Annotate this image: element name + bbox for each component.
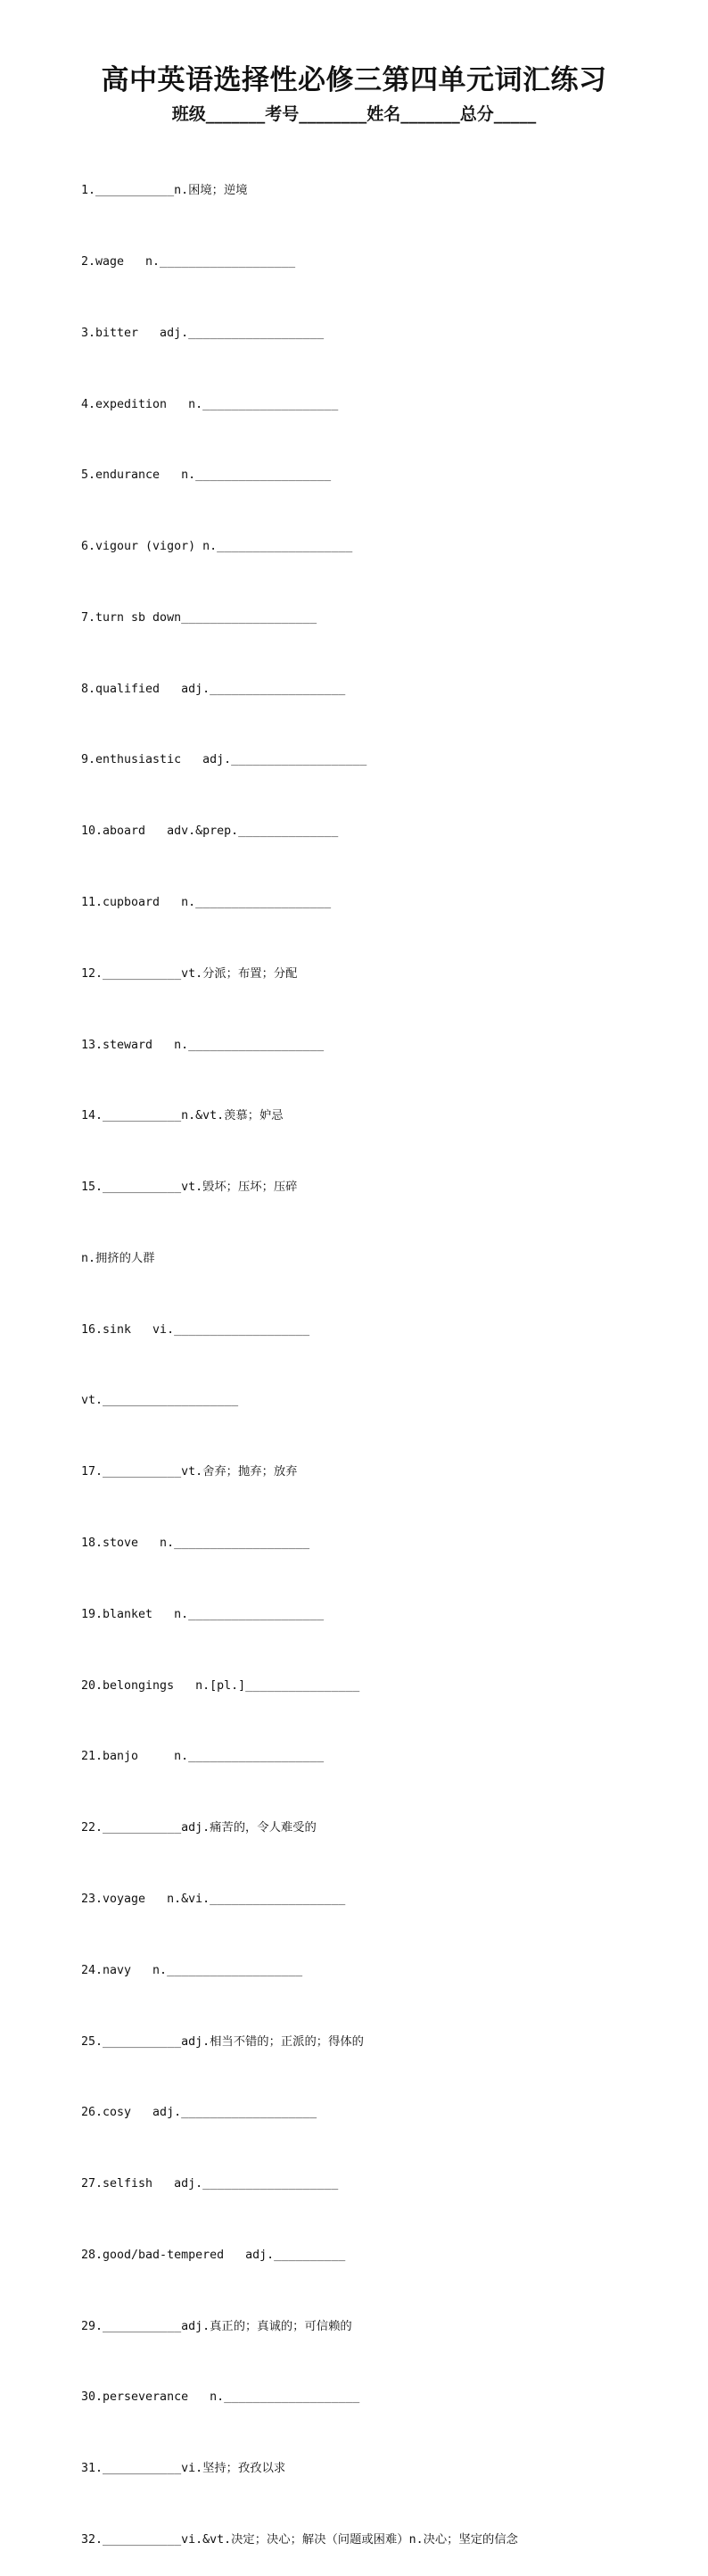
exercise-line: 23.voyage n.&vi.___________________ xyxy=(81,1892,346,1906)
vocabulary-list xyxy=(81,132,705,2576)
exercise-line: 3.bitter adj.___________________ xyxy=(81,326,325,340)
exercise-line: n.拥挤的人群 xyxy=(81,1251,155,1265)
exercise-line: 25.___________adj.相当不错的；正派的；得体的 xyxy=(81,2034,364,2049)
exercise-line: 20.belongings n.[pl.]________________ xyxy=(81,1678,360,1693)
page-title: 高中英语选择性必修三第四单元词汇练习 xyxy=(101,64,607,96)
exercise-line: 26.cosy adj.___________________ xyxy=(81,2106,317,2120)
exercise-line: 2.wage n.___________________ xyxy=(81,254,296,269)
exercise-line: 18.stove n.___________________ xyxy=(81,1536,310,1551)
exercise-line: 9.enthusiastic adj.___________________ xyxy=(81,753,367,767)
exercise-line: 17.___________vt.舍弃；抛弃；放弃 xyxy=(81,1465,298,1479)
exercise-line: 12.___________vt.分派；布置；分配 xyxy=(81,966,298,981)
exercise-line: 1.___________n.困境；逆境 xyxy=(81,184,248,198)
exercise-line: 7.turn sb down___________________ xyxy=(81,610,317,625)
exercise-line: 11.cupboard n.___________________ xyxy=(81,896,332,909)
exercise-line: 29.___________adj.真正的；真诚的；可信赖的 xyxy=(81,2319,352,2333)
exercise-line: 14.___________n.&vt.羡慕；妒忌 xyxy=(81,1109,284,1123)
exercise-line: 32.___________vi.&vt.决定；决心；解决（问题或困难）n.决心；坚定的信念 xyxy=(81,2532,518,2547)
exercise-line: 5.endurance n.___________________ xyxy=(81,468,332,483)
exercise-line: 13.steward n.___________________ xyxy=(81,1038,325,1052)
exercise-line: 4.expedition n.___________________ xyxy=(81,397,339,411)
exercise-line: 21.banjo n.___________________ xyxy=(81,1750,325,1764)
exercise-line: 16.sink vi.___________________ xyxy=(81,1322,310,1337)
exercise-line: 10.aboard adv.&prep.______________ xyxy=(81,824,339,839)
exercise-line: 31.___________vi.坚持；孜孜以求 xyxy=(81,2462,286,2476)
exercise-line: 28.good/bad-tempered adj.__________ xyxy=(81,2248,346,2262)
exercise-line: 19.blanket n.___________________ xyxy=(81,1607,325,1621)
exercise-line: 15.___________vt.毁坏；压坏；压碎 xyxy=(81,1180,298,1195)
student-info-line: 班级_______考号________姓名_______总分_____ xyxy=(171,104,537,124)
exercise-line: 30.perseverance n.___________________ xyxy=(81,2390,360,2405)
exercise-line: 27.selfish adj.___________________ xyxy=(81,2177,339,2191)
exercise-line: vt.___________________ xyxy=(81,1394,239,1408)
exercise-line: 22.___________adj.痛苦的，令人难受的 xyxy=(81,1821,317,1835)
exercise-line: 24.navy n.___________________ xyxy=(81,1963,303,1977)
exercise-line: 6.vigour (vigor) n.___________________ xyxy=(81,540,353,554)
exercise-line: 8.qualified adj.___________________ xyxy=(81,682,346,696)
